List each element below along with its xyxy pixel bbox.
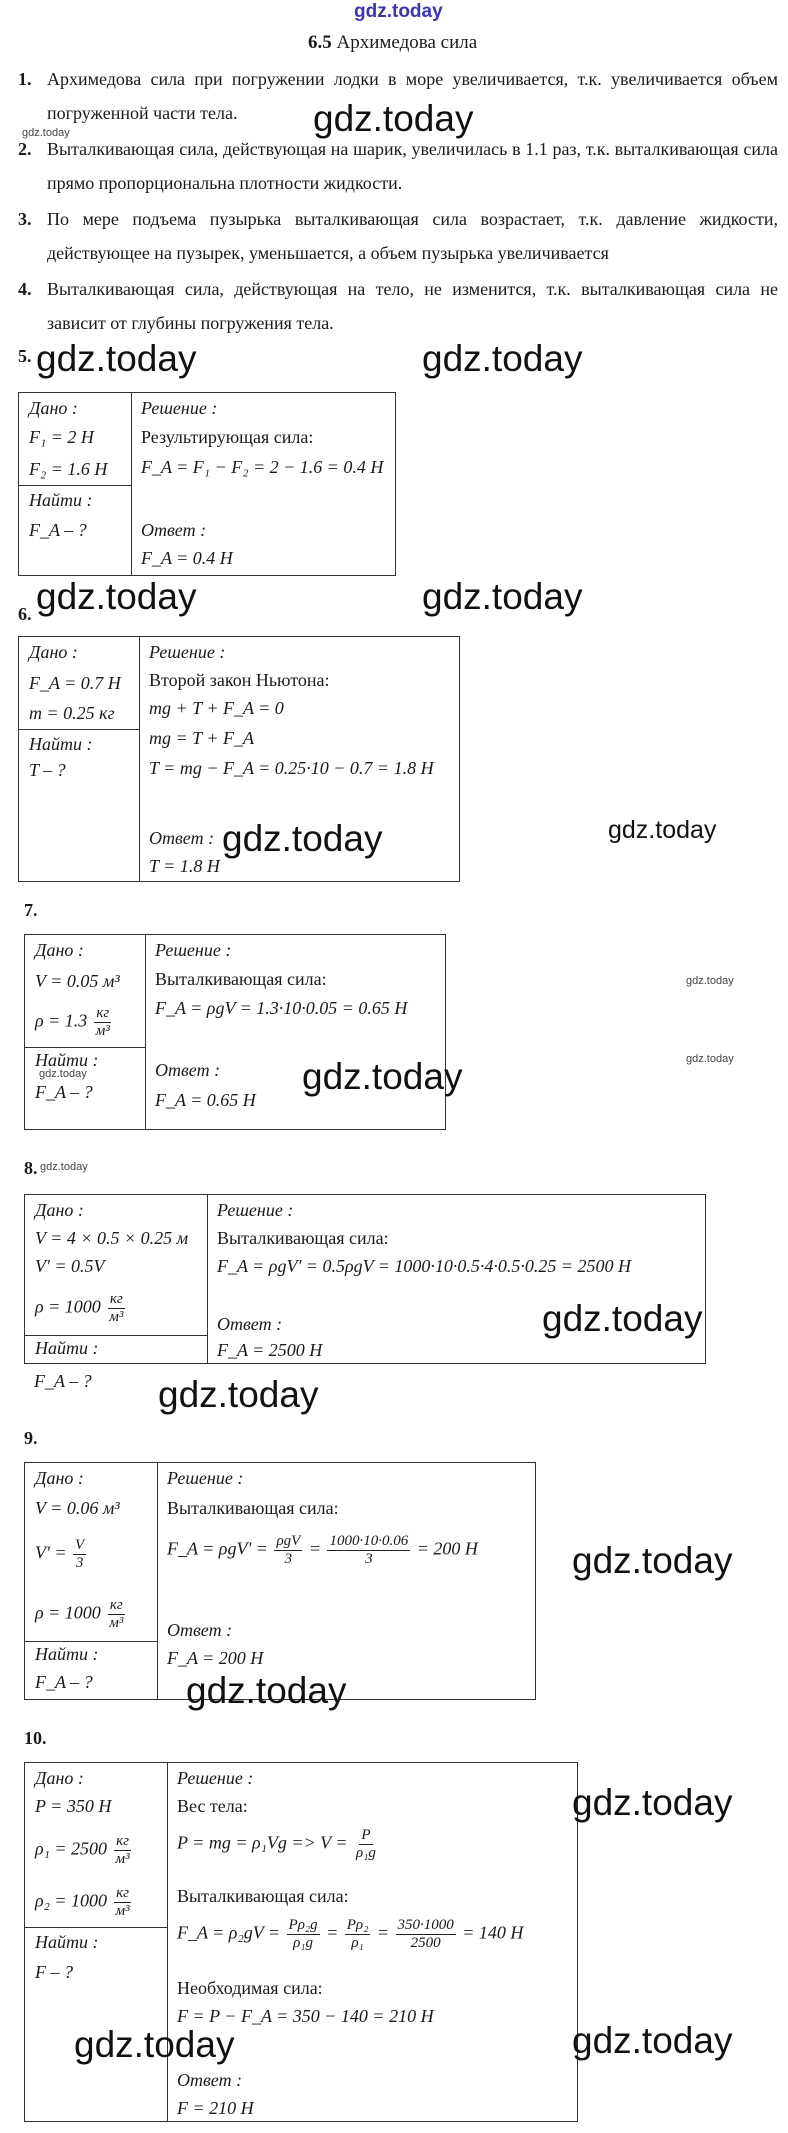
find-label: Найти :: [35, 1338, 99, 1358]
given-value-rho1: ρ₁ = 2500 $\frac{кг}{\text{м³}}$: [35, 1833, 130, 1867]
answer-label: Ответ :: [217, 1314, 283, 1334]
watermark: gdz.today: [186, 1670, 347, 1711]
watermark: gdz.today: [542, 1298, 703, 1339]
given-value-rho2: ρ₂ = 1000 $\frac{кг}{\text{м³}}$: [35, 1885, 130, 1919]
item-number: 2.: [18, 139, 32, 159]
solution-title: Второй закон Ньютона:: [149, 670, 330, 690]
problem-number: 7.: [24, 900, 38, 920]
watermark: gdz.today: [22, 127, 70, 139]
item-number: 1.: [18, 69, 32, 89]
solution-label: Решение :: [141, 398, 218, 418]
solution-title: Выталкивающая сила:: [177, 1886, 349, 1906]
solution-label: Решение :: [149, 642, 226, 662]
problem-number: 6.: [18, 604, 32, 624]
watermark: gdz.today: [222, 818, 383, 859]
watermark: gdz.today: [572, 1540, 733, 1581]
watermark: gdz.today: [422, 576, 583, 617]
given-value-density: ρ = 1.3 $\frac{кг}{\text{м³}}$: [35, 1005, 110, 1039]
watermark: gdz.today: [36, 338, 197, 379]
find-label: Найти :: [35, 1932, 99, 1952]
find-value: F_A – ?: [34, 1371, 92, 1391]
answer-label: Ответ :: [167, 1620, 233, 1640]
answer-value: T = 1.8 Н: [149, 856, 220, 876]
given-value-density: ρ = 1000 $\frac{кг}{\text{м³}}$: [35, 1291, 124, 1325]
item-text: Выталкивающая сила, действующая на шарик, увеличилась в 1.1 раз, т.к. выталкивающая сила прямо пропорциональна плотности жидкости.: [47, 139, 778, 193]
watermark: gdz.today: [313, 98, 474, 139]
answer-value: F_A = 0.65 Н: [155, 1090, 256, 1110]
find-label: Найти :: [35, 1644, 99, 1664]
solution-formula: mg + T + F_A = 0: [149, 698, 284, 718]
watermark: gdz.today: [572, 2020, 733, 2061]
watermark: gdz.today: [608, 816, 717, 844]
answer-label: Ответ :: [149, 828, 215, 848]
problem-10-table: [24, 1762, 578, 2122]
answer-item-4: [18, 272, 778, 340]
answer-label: Ответ :: [141, 520, 207, 540]
problem-5-table: [18, 392, 396, 576]
solution-label: Решение :: [167, 1468, 244, 1488]
given-label: Дано :: [35, 1468, 84, 1488]
find-label: Найти :: [29, 490, 93, 510]
watermark: gdz.today: [39, 1068, 87, 1080]
find-value: F_A – ?: [35, 1672, 93, 1692]
solution-formula: F_A = ρgV = 1.3·10·0.05 = 0.65 Н: [155, 998, 408, 1018]
item-number: 4.: [18, 279, 32, 299]
solution-formula: F_A = ρ₂gV = $\frac{\text{Pρ₂g}}{\text{ρ₁g}}$ = $\frac{\text{Pρ₂}}{\text{ρ₁}}$ = $\frac{350\cdot 1000}{2500}$ = 140 Н: [177, 1917, 524, 1951]
solution-title: Выталкивающая сила:: [155, 969, 327, 989]
given-value: F_A = 0.7 Н: [29, 673, 121, 693]
solution-title: Результирующая сила:: [141, 427, 314, 447]
problem-number: 10.: [24, 1728, 47, 1748]
item-text: Архимедова сила при погружении лодки в море увеличивается, т.к. увеличивается объем погруженной части тела.: [47, 69, 778, 123]
given-label: Дано :: [35, 1200, 84, 1220]
given-value: F₁ = 2 Н: [29, 427, 94, 447]
answer-value: F_A = 0.4 Н: [141, 548, 233, 568]
given-label: Дано :: [35, 1768, 84, 1788]
given-value: V' = 0.5V: [35, 1256, 105, 1276]
answer-item-3: [18, 202, 778, 270]
solution-label: Решение :: [217, 1200, 294, 1220]
given-value: V = 0.06 м³: [35, 1498, 120, 1518]
solution-title: Вес тела:: [177, 1796, 248, 1816]
answer-item-2: [18, 132, 778, 200]
solution-title: Выталкивающая сила:: [167, 1498, 339, 1518]
watermark-top: gdz.today: [354, 1, 443, 22]
section-number: 6.5: [308, 32, 332, 53]
problem-number: 9.: [24, 1428, 38, 1448]
given-label: Дано :: [35, 940, 84, 960]
watermark: gdz.today: [158, 1374, 319, 1415]
watermark: gdz.today: [686, 975, 734, 987]
watermark: gdz.today: [422, 338, 583, 379]
problem-7-table: [24, 934, 446, 1130]
given-value: P = 350 Н: [35, 1796, 112, 1816]
given-label: Дано :: [29, 398, 78, 418]
given-value: V = 0.05 м³: [35, 971, 120, 991]
find-value: F_A – ?: [29, 520, 87, 540]
section-name: Архимедова сила: [336, 32, 478, 53]
answer-label: Ответ :: [155, 1060, 221, 1080]
given-label: Дано :: [29, 642, 78, 662]
answer-value: F_A = 2500 Н: [217, 1340, 323, 1360]
solution-formula: F = P − F_A = 350 − 140 = 210 Н: [177, 2006, 434, 2026]
solution-formula: F_A = ρgV' = 0.5ρgV = 1000·10·0.5·4·0.5·0.25 = 2500 Н: [217, 1256, 632, 1276]
problem-number: 8.: [24, 1158, 38, 1178]
item-number: 3.: [18, 209, 32, 229]
watermark: gdz.today: [302, 1056, 463, 1097]
find-value: F_A – ?: [35, 1082, 93, 1102]
answer-value: F_A = 200 Н: [167, 1648, 264, 1668]
problem-9-table: [24, 1462, 536, 1700]
find-value: T – ?: [29, 760, 66, 780]
solution-title: Необходимая сила:: [177, 1978, 323, 1998]
find-value: F – ?: [35, 1962, 73, 1982]
watermark: gdz.today: [74, 2024, 235, 2065]
watermark: gdz.today: [572, 1782, 733, 1823]
find-label: Найти :: [35, 1050, 99, 1070]
solution-label: Решение :: [155, 940, 232, 960]
solution-formula: mg = T + F_A: [149, 728, 254, 748]
solution-formula: F_A = F₁ − F₂ = 2 − 1.6 = 0.4 Н: [141, 457, 384, 477]
problem-number: 5.: [18, 346, 32, 366]
find-label: Найти :: [29, 734, 93, 754]
answer-label: Ответ :: [177, 2070, 243, 2090]
solution-formula: F_A = ρgV' = $\frac{\text{ρgV}}{3}$ = $\frac{1000\cdot 10\cdot 0.06}{3}$ = 200 Н: [167, 1533, 478, 1567]
solution-formula: T = mg − F_A = 0.25·10 − 0.7 = 1.8 Н: [149, 758, 434, 778]
solution-formula: P = mg = ρ₁Vg => V = $\frac{P}{\text{ρ₁g}}$: [177, 1827, 376, 1861]
solution-label: Решение :: [177, 1768, 254, 1788]
item-text: Выталкивающая сила, действующая на тело, не изменится, т.к. выталкивающая сила не зависит от глубины погружения тела.: [47, 279, 778, 333]
section-title: [308, 32, 477, 54]
solution-title: Выталкивающая сила:: [217, 1228, 389, 1248]
given-value: V = 4 × 0.5 × 0.25 м: [35, 1228, 189, 1248]
item-text: По мере подъема пузырька выталкивающая сила возрастает, т.к. давление жидкости, действующее на пузырек, уменьшается, а объем пузырька увеличивается: [47, 209, 778, 263]
given-value-vprime: V' = $\frac{V}{3}$: [35, 1537, 85, 1571]
answer-value: F = 210 Н: [177, 2098, 254, 2118]
watermark: gdz.today: [686, 1053, 734, 1065]
given-value: m = 0.25 кг: [29, 703, 115, 723]
given-value-density: ρ = 1000 $\frac{кг}{\text{м³}}$: [35, 1597, 124, 1631]
watermark: gdz.today: [36, 576, 197, 617]
watermark: gdz.today: [40, 1161, 88, 1173]
given-value: F₂ = 1.6 Н: [29, 459, 108, 479]
